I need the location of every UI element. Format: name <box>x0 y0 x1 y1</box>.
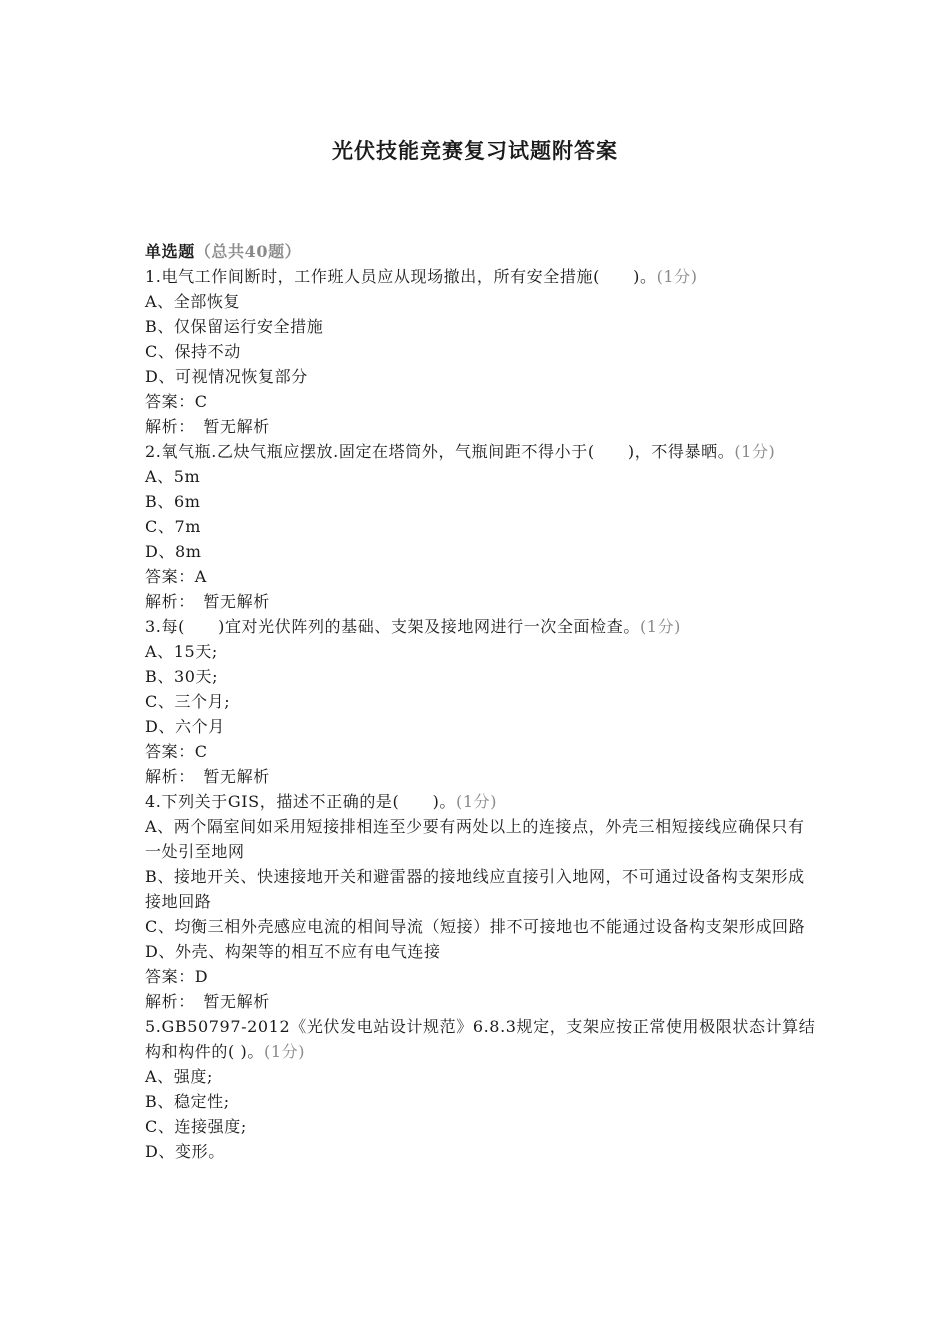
option: C、连接强度; <box>145 1117 247 1136</box>
option: B、30天; <box>145 667 219 686</box>
question-score: (1分) <box>263 1042 306 1061</box>
analysis: 解析： 暂无解析 <box>145 992 270 1011</box>
question-stem <box>145 1014 817 1064</box>
question-stem <box>145 614 817 639</box>
answer: 答案：A <box>145 567 207 586</box>
section-label: 单选题 <box>145 242 195 261</box>
option: B、稳定性; <box>145 1092 230 1111</box>
question-text: 4.下列关于GIS，描述不正确的是( )。 <box>145 792 457 811</box>
option: D、六个月 <box>145 717 225 736</box>
option: A、全部恢复 <box>145 292 241 311</box>
question-score: (1分) <box>734 442 776 461</box>
option: A、5m <box>145 467 201 486</box>
section-count: （总共40题） <box>194 242 302 261</box>
question-stem <box>145 264 817 289</box>
section-heading <box>145 239 817 264</box>
question-list <box>145 239 817 1164</box>
document-title: 光伏技能竞赛复习试题附答案 <box>332 138 618 163</box>
option: C、均衡三相外壳感应电流的相间导流（短接）排不可接地也不能通过设备构支架形成回路 <box>145 917 806 936</box>
option: C、三个月; <box>145 692 231 711</box>
option: C、7m <box>145 517 201 536</box>
answer: 答案：C <box>145 392 208 411</box>
question-score: (1分) <box>456 792 498 811</box>
answer: 答案：C <box>145 742 208 761</box>
option: D、变形。 <box>145 1142 225 1161</box>
question-stem <box>145 439 817 464</box>
question-stem <box>145 789 817 814</box>
question-text: 1.电气工作间断时，工作班人员应从现场撤出，所有安全措施( )。 <box>145 267 657 286</box>
option: A、两个隔室间如采用短接排相连至少要有两处以上的连接点，外壳三相短接线应确保只有一处引至地网 <box>145 817 805 861</box>
option: C、保持不动 <box>145 342 241 361</box>
analysis: 解析： 暂无解析 <box>145 417 270 436</box>
option: A、15天; <box>145 642 218 661</box>
analysis: 解析： 暂无解析 <box>145 767 270 786</box>
option: B、6m <box>145 492 201 511</box>
question-score: (1分) <box>656 267 698 286</box>
answer: 答案：D <box>145 967 209 986</box>
option: D、8m <box>145 542 202 561</box>
analysis: 解析： 暂无解析 <box>145 592 270 611</box>
question-text: 2.氧气瓶.乙炔气瓶应摆放.固定在塔筒外，气瓶间距不得小于( )，不得暴晒。 <box>145 442 735 461</box>
question-text: 3.每( )宜对光伏阵列的基础、支架及接地网进行一次全面检查。 <box>145 617 640 636</box>
option: B、仅保留运行安全措施 <box>145 317 324 336</box>
option: D、外壳、构架等的相互不应有电气连接 <box>145 942 441 961</box>
question-score: (1分) <box>639 617 682 636</box>
option: D、可视情况恢复部分 <box>145 367 308 386</box>
question-text: 5.GB50797-2012《光伏发电站设计规范》6.8.3规定，支架应按正常使用极限状态计算结构和构件的( )。 <box>145 1017 816 1061</box>
option: A、强度; <box>145 1067 213 1086</box>
option: B、接地开关、快速接地开关和避雷器的接地线应直接引入地网，不可通过设备构支架形成接地回路 <box>145 867 805 911</box>
